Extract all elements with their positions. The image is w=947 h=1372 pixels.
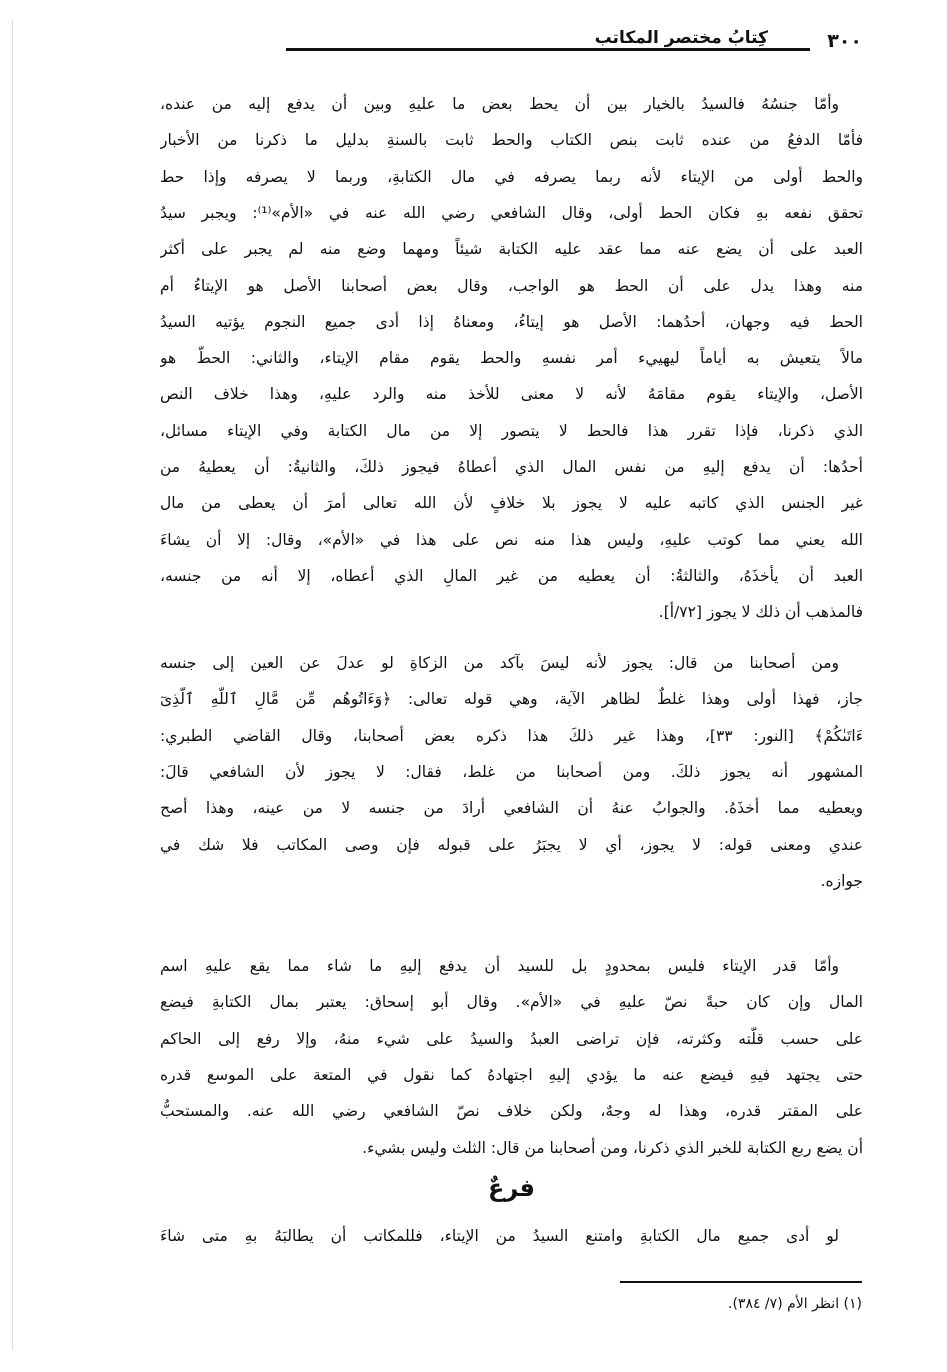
paragraph-line: غير الجنس الذي كاتبه عليه لا يجوز بلا خلافٍ لأن الله تعالى أمرَ أن يعطى من مال <box>160 494 863 513</box>
paragraph-line: العبد على أن يضع عنه مما عقد عليه الكتابة شيئاً ومهما وضع منه لم يجبر على أكثر <box>160 240 863 259</box>
paragraph-line: الذي ذكرنا، فإذا تقرر هذا فالحط لا يتصور إلا من مال الكتابة وفي الإيتاء مسائل، <box>160 421 863 440</box>
paragraph-line: ءَاتَىٰكُمْ﴾ [النور: ٣٣]، وهذا غير ذلكَ هذا ذكره بعض أصحابنا، وقال القاضي الطبري: <box>160 726 863 745</box>
section-heading: فرعٌ <box>487 1174 536 1202</box>
paragraph-line: على المقتر قدره، وهذا له وجهٌ، ولكن خلاف نصّ الشافعي رضي الله عنه. والمستحبُّ <box>160 1102 863 1121</box>
paragraph-line: المشهور أنه يجوز ذلكَ. ومن أصحابنا من غلط، فقال: لا يجوز لأن الشافعي قالَ: <box>160 762 863 781</box>
paragraph-line: وأمّا قدر الإيتاء فليس بمحدودٍ بل للسيد أن يدفع إليهِ ما شاء مما يقع عليهِ اسم <box>160 957 839 975</box>
paragraph-line: فأمّا الدفعُ من عنده ثابت بنص الكتاب والحط ثابت بالسنةِ بدليل ما ذكرنا من الأخبار <box>160 131 863 150</box>
paragraph-line: فالمذهب أن ذلك لا يجوز [٧٢/أ]. <box>658 603 863 622</box>
paragraph-line: تحقق نفعه بهِ فكان الحط أولى، وقال الشافعي رضي الله عنه في «الأم»⁽¹⁾: ويجبر سيدُ <box>160 203 863 222</box>
paragraph-line: منه وهذا يدل على أن الحط هو الواجب، وقال بعض أصحابنا الأصل هو الإيتاءُ أم <box>160 276 863 295</box>
paragraph-line: الأصل، والإيتاء يقوم مقامَهُ لأنه لا معنى للأخذ منه والرد عليهِ، وهذا خلاف النص <box>160 385 863 404</box>
paragraph-line: على حسب قلّته وكثرته، فإن تراضى العبدُ والسيدُ على شيء منهُ، وإلا رفع إلى الحاكم <box>160 1029 863 1048</box>
paragraph-line: وأمّا جنسُهُ فالسيدُ بالخيار بين أن يحط بعض ما عليهِ وبين أن يدفع إليه من عنده، <box>160 95 839 113</box>
paragraph-line: ويعطيه مما أخذَهُ. والجوابُ عنهُ أن الشافعي أرادَ من جنسه لا من عينه، وهذا أصح <box>160 799 863 818</box>
paragraph-line: مالاً يتعيش به أياماً ليهييء أمر نفسهِ والحط يقوم مقام الإيتاء، والثاني: الحطُّ هو <box>160 349 863 368</box>
running-header-title: كِتابُ مختصر المكاتب <box>594 28 768 48</box>
footnote: (١) انظر الأم (٧/ ٣٨٤). <box>728 1296 862 1312</box>
paragraph-line: العبد أن يأخذَهُ، والثالثةُ: أن يعطيه من غير المالِ الذي أعطاه، إلا أنه من جنسه، <box>160 566 863 585</box>
paragraph-line: جوازه. <box>820 871 863 890</box>
page-number: ٣٠٠ <box>827 30 862 52</box>
footnote-rule <box>620 1281 862 1283</box>
paragraph-line: المال وإن كان حبةً نصّ عليهِ في «الأم». وقال أبو إسحاق: يعتبر بمال الكتابةِ فيضع <box>160 993 863 1012</box>
paragraph-line: والحط أولى من الإيتاء لأنه ربما يصرفه في مال الكتابةِ، وربما لا يصرفه وإذا حط <box>160 167 863 186</box>
paragraph-line: حتى يجتهد فيهِ فيضع عنه ما يؤدي إليهِ اجتهادهُ كما نقول في المتعة على الموسع قدره <box>160 1065 863 1084</box>
paragraph-line: الله يعني مما كوتب عليهِ، وليس هذا منه نص على هذا في «الأم»، وقال: إلا أن يشاءَ <box>160 530 863 549</box>
paragraph-line: الحط فيه وجهان، أحدُهما: الأصل هو إيتاءُ، ومعناهُ إذا أدى جميع النجوم يؤتيه السيدُ <box>160 312 863 331</box>
paragraph-line: أحدُها: أن يدفع إليهِ من نفس المال الذي أعطاهُ فيجوز ذلكَ، والثانيةُ: أن يعطيهُ من <box>160 458 863 476</box>
paragraph-line: لو أدى جميع مال الكتابةِ وامتنع السيدُ من الإيتاء، فللمكاتب أن يطالبَهُ بهِ متى شاءَ <box>160 1227 839 1245</box>
paragraph-line: جاز، فهذا أولى وهذا غلطٌ لظاهر الآية، وهي قوله تعالى: ﴿وَءَاتُوهُم مِّن مَّالِ ٱللَّهِ ٱلَّذِىٓ <box>160 690 863 709</box>
paragraph-line: عندي ومعنى قوله: لا يجوز، أي لا يجبَرُ على قبوله فإن وصى المكاتب فلا شك في <box>160 835 863 854</box>
header-rule <box>286 48 810 51</box>
paragraph-line: أن يضع ربع الكتابة للخبر الذي ذكرنا، ومن أصحابنا من قال: الثلث وليس بشيء. <box>362 1138 863 1157</box>
paragraph-line: ومن أصحابنا من قال: يجوز لأنه ليسَ بآكد من الزكاةِ لو عدلَ عن العين إلى جنسه <box>160 654 839 672</box>
page-edge-line <box>12 20 13 1350</box>
